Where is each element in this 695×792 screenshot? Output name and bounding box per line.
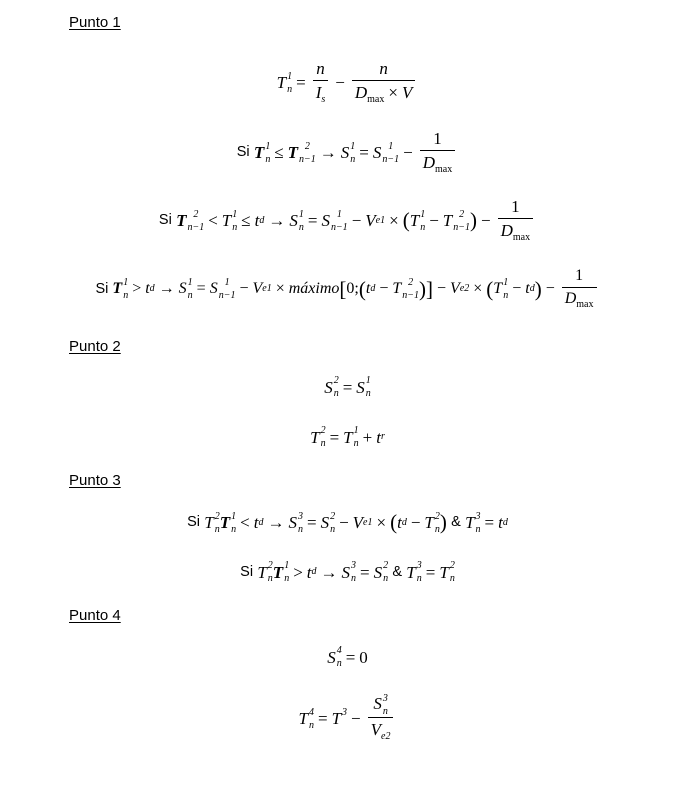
si-label: Si: [240, 564, 254, 580]
equation-s1-case1: Si T 1 n ≤ T 2 n−1 → S 1 n = S 1 n−1 − $\frac{1}{D_{max}}$: [0, 130, 695, 175]
si-label: Si: [187, 514, 201, 531]
si-label: Si: [158, 212, 172, 229]
si-label: Si: [236, 144, 250, 161]
equation-t2: T 2 n = T 1 n + t r: [310, 425, 385, 449]
section-heading-punto-4: Punto 4: [69, 607, 121, 624]
si-label: Si: [95, 280, 109, 297]
amp-label: &: [392, 564, 403, 580]
equation-s4: S 4 n = 0: [327, 645, 368, 669]
section-heading-punto-3: Punto 3: [69, 472, 121, 489]
equation-s3-case1: Si T 2 n T 1 n < t d → S 3 n = S 2 n − V e1 × ( t d − T 2 n ) & T 3 n = t d: [187, 510, 508, 535]
equation-s1-case3: Si T 1 n > t d → S 1 n = S 1 n−1 − V e1 × máximo [ 0; ( t d − T 2 n−1 )] − V e2 × ( T 1 n − t d ) − $\frac{1}{D_{max}}$: [0, 268, 695, 310]
amp-label: &: [451, 514, 461, 531]
section-heading-punto-2: Punto 2: [69, 338, 121, 355]
equation-s3-case2: Si T 2 n T 1 n > t d → S 3 n = S 2 n & T 3 n = T 2 n: [240, 560, 455, 585]
equation-s1-case2: Si T 2 n−1 < T 1 n ≤ t d → S 1 n = S 1 n−1 − V e1 × ( T 1 n − T 2 n−1 ) − $\frac{1}{D_{max}}$: [0, 198, 695, 243]
section-heading-punto-1: Punto 1: [69, 14, 121, 31]
equation-t1: T 1 n = $\frac{n}{I_s}$ − $\frac{n}{D_{max} \times V}$: [0, 60, 695, 105]
equation-s2: S 2 n = S 1 n: [324, 375, 371, 399]
equation-t4: T 4 n = T 3 − S 3 n $V_{e2}$: [0, 695, 695, 742]
